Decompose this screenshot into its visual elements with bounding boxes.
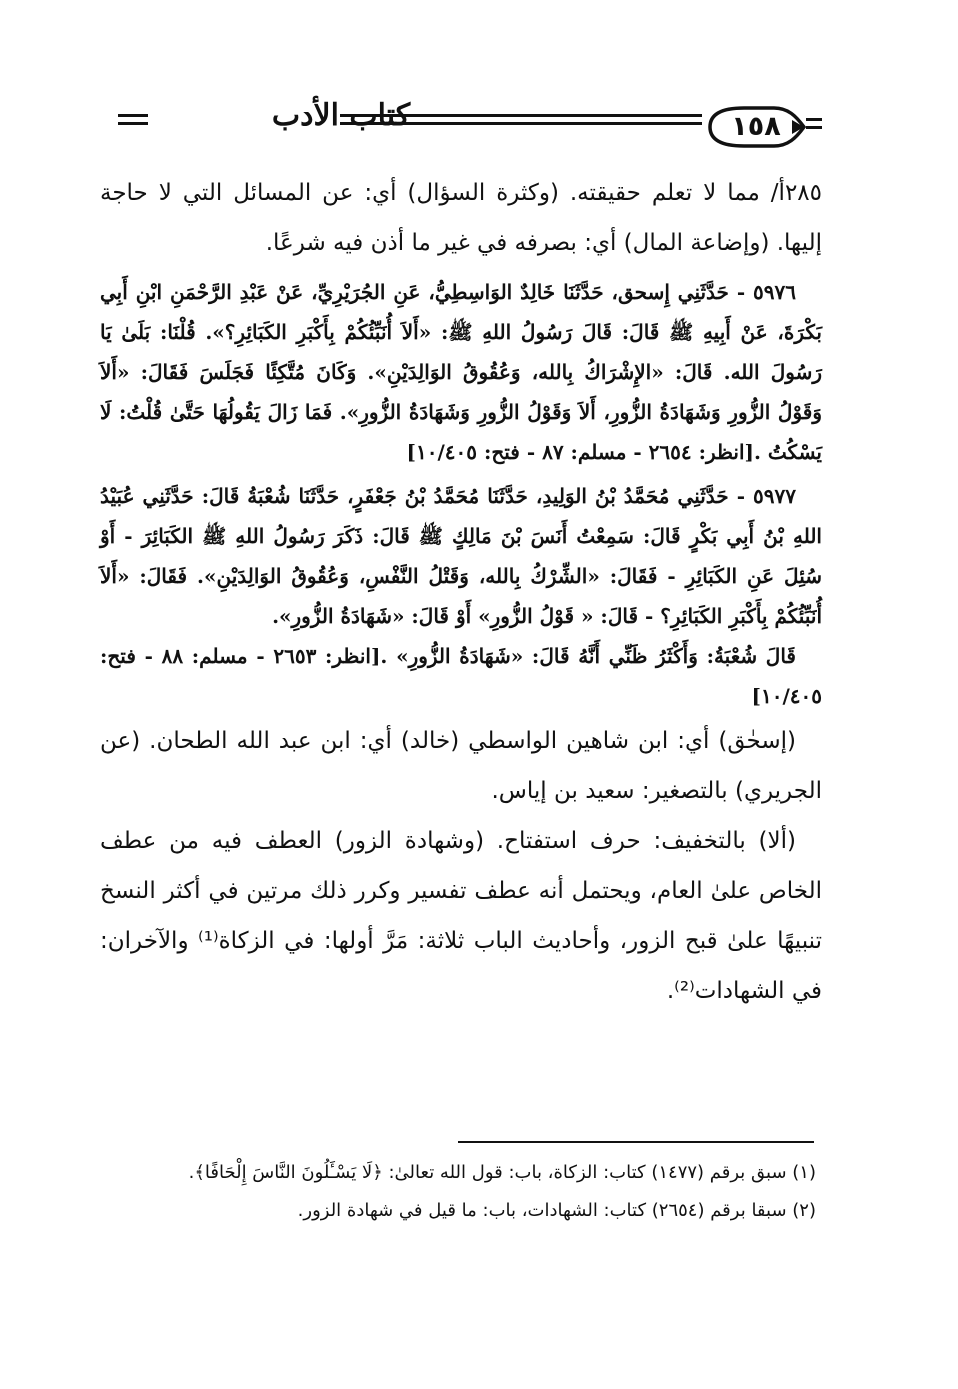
- header-rule-right-top: [340, 114, 702, 117]
- footnote-separator: [458, 1141, 814, 1143]
- commentary-explanation: (ألا) بالتخفيف: حرف استفتاح. (وشهادة الزور) العطف فيه من عطف الخاص علىٰ العام، ويحتمل أنه عطف تفسير وكرر ذلك مرتين في أكثر النسخ تنبيهًا علىٰ قبح الزور، وأحاديث الباب ثلاثة: مَرَّ أولها: في الزكاة⁽¹⁾ والآخران: في الشهادات⁽²⁾.: [100, 828, 822, 1004]
- header-rule-left-top: [118, 114, 148, 117]
- hadith-5976: ٥٩٧٦ - حَدَّثَنِي إِسحق، حَدَّثَنَا خَالِدٌ الوَاسِطِيُّ، عَنِ الجُرَيْرِيِّ، عَنْ عَبْدِ الرَّحْمَنِ ابْنِ أَبِي بَكْرَةَ، عَنْ أَبِيهِ ﷺ قَالَ: قَالَ رَسُولُ اللهِ ﷺ: «أَلاَ أُنَبِّئُكُمْ بِأَكْبَرِ الكَبَائِرِ؟». قُلْنَا: بَلَىٰ يَا رَسُولَ الله. قَالَ: «الإِشْرَاكُ بِالله، وَعُقُوقُ الوَالِدَيْنِ». وَكَانَ مُتَّكِئًا فَجَلَسَ فَقَالَ: «أَلاَ وَقَوْلُ الزُّورِ وَشَهَادَةُ الزُّورِ، أَلاَ وَقَوْلُ الزُّورِ وَشَهَادَةُ الزُّورِ». فَمَا زَالَ يَقُولُهَا حَتَّىٰ قُلْتُ: لَا يَسْكُتُ .[انظر: ٢٦٥٤ - مسلم: ٨٧ - فتح: ١٠/٤٠٥]: [100, 280, 822, 464]
- commentary-narrators: (إسحٰق) أي: ابن شاهين الواسطي (خالد) أي: ابن عبد الله الطحان. (عن الجريري) بالتصغير: سعيد بن إياس.: [100, 728, 822, 804]
- footnote-2: (٢) سبقا برقم (٢٦٥٤) كتاب: الشهادات، باب: ما قيل في شهادة الزور.: [297, 1200, 816, 1221]
- footnote-1: (١) سبق برقم (١٤٧٧) كتاب: الزكاة، باب: قول الله تعالىٰ: ﴿لَا يَسْـَٔلُونَ النَّاسَ إِلْحَافًا﴾.: [188, 1162, 816, 1183]
- header-rule-left-bottom: [118, 122, 148, 125]
- page-number: ١٥٨: [731, 111, 781, 142]
- page-number-ornament: [704, 104, 808, 150]
- book-title: كتاب الأدب: [271, 98, 411, 133]
- page-header: [100, 96, 822, 156]
- footnotes: [100, 1154, 816, 1230]
- header-rule-far-right-top: [806, 118, 822, 121]
- hadith-5977: ٥٩٧٧ - حَدَّثَنِي مُحَمَّدُ بْنُ الوَلِيدِ، حَدَّثَنَا مُحَمَّدُ بْنُ جَعْفَرٍ، حَدَّثَنَا شُعْبَةُ قَالَ: حَدَّثَنِي عُبَيْدُ اللهِ بْنُ أَبِي بَكْرٍ قَالَ: سَمِعْتُ أَنَسَ بْنَ مَالِكٍ ﷺ قَالَ: ذَكَرَ رَسُولُ اللهِ ﷺ الكَبَائِرَ - أَوْ سُئِلَ عَنِ الكَبَائِرِ - فَقَالَ: «الشِّرْكُ بِالله، وَقَتْلُ النَّفْسِ، وَعُقُوقُ الوَالِدَيْنِ». فَقَالَ: «أَلاَ أُنَبِّئُكُمْ بِأَكْبَرِ الكَبَائِرِ؟ - قَالَ: « قَوْلُ الزُّورِ» أَوْ قَالَ: «شَهَادَةُ الزُّورِ».: [100, 484, 822, 628]
- hadith-5977-note: قَالَ شُعْبَةُ: وَأَكْثَرُ ظَنِّي أَنَّهُ قَالَ: «شَهَادَةُ الزُّورِ» .[انظر: ٢٦٥٣ - مسلم: ٨٨ - فتح: ١٠/٤٠٥]: [100, 644, 822, 708]
- opening-paragraph: ٢٨٥أ/ مما لا تعلم حقيقته. (وكثرة السؤال) أي: عن المسائل التي لا حاجة إليها. (وإضاعة المال) أي: بصرفه في غير ما أذن فيه شرعًا.: [100, 180, 822, 256]
- header-rule-right-bottom: [340, 122, 702, 125]
- header-rule-far-right-bottom: [806, 126, 822, 129]
- main-text: [100, 168, 822, 1016]
